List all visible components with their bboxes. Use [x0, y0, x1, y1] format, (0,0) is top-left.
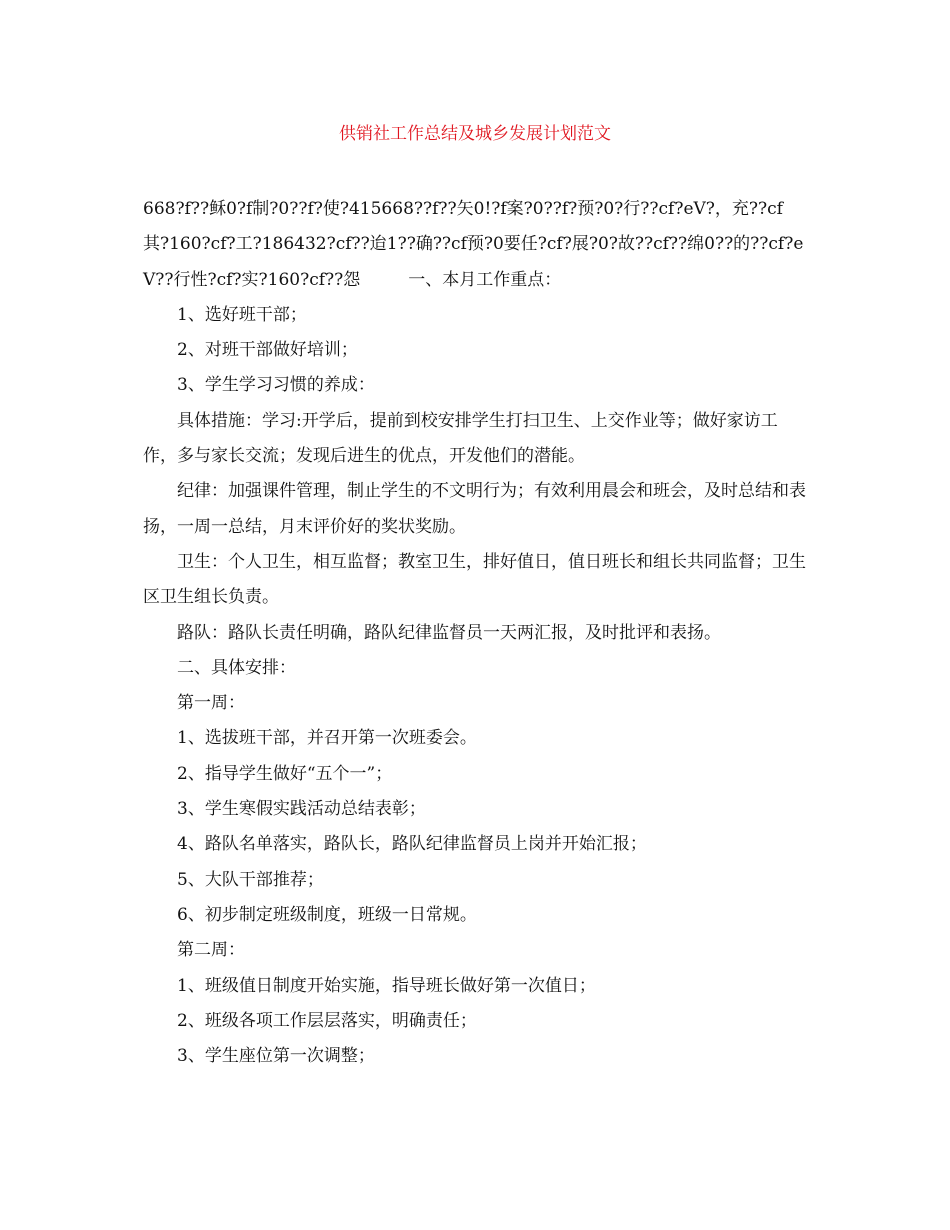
section-two-heading: 二、具体安排：	[177, 657, 296, 678]
document-body	[143, 192, 808, 1074]
week-one-item-6: 6、初步制定班级制度，班级一日常规。	[177, 904, 477, 925]
document-title: 供销社工作总结及城乡发展计划范文	[339, 124, 611, 144]
week-two-item-2: 2、班级各项工作层层落实，明确责任；	[177, 1010, 477, 1031]
week-one-heading: 第一周：	[177, 693, 245, 714]
paragraph-item-1: 1、选好班干部；	[177, 304, 307, 325]
week-one-item-4: 4、路队名单落实，路队长，路队纪律监督员上岗并开始汇报；	[177, 834, 647, 855]
garbled-intro-paragraph	[143, 192, 808, 298]
paragraph-item-3: 3、学生学习习惯的养成：	[177, 375, 375, 396]
section-one-heading: 一、本月工作重点：	[408, 269, 562, 290]
garbled-intro-text: 668?f??稣0?f制?0??f?使?415668??f??矢0!?f案?0??f?预?0?行??cf?eV?，充??cf其?160?cf?工?186432?cf??迨1??确??cf预?0要任?cf?展?0?故??cf??绵0??的??cf?eV??行性?cf?实?160?cf??怨	[143, 199, 804, 290]
week-two-item-3: 3、学生座位第一次调整；	[177, 1046, 375, 1067]
week-two-heading: 第二周：	[177, 940, 245, 961]
paragraph-discipline: 纪律：加强课件管理，制止学生的不文明行为；有效利用晨会和班会，及时总结和表扬，一周一总结，月末评价好的奖状奖励。	[143, 481, 806, 537]
paragraph-hygiene: 卫生：个人卫生，相互监督；教室卫生，排好值日，值日班长和组长共同监督；卫生区卫生组长负责。	[143, 551, 806, 608]
week-one-item-5: 5、大队干部推荐；	[177, 869, 324, 890]
week-one-item-2: 2、指导学生做好“五个一”；	[177, 763, 393, 784]
week-two-item-1: 1、班级值日制度开始实施，指导班长做好第一次值日；	[177, 975, 596, 996]
paragraph-item-2: 2、对班干部做好培训；	[177, 340, 358, 361]
week-one-item-3: 3、学生寒假实践活动总结表彰；	[177, 799, 426, 820]
paragraph-measures-study: 具体措施：学习:开学后，提前到校安排学生打扫卫生、上交作业等；做好家访工作，多与家长交流；发现后进生的优点，开发他们的潜能。	[143, 410, 778, 467]
paragraph-road-team: 路队：路队长责任明确，路队纪律监督员一天两汇报，及时批评和表扬。	[177, 622, 721, 643]
week-one-item-1: 1、选拔班干部，并召开第一次班委会。	[177, 728, 477, 749]
